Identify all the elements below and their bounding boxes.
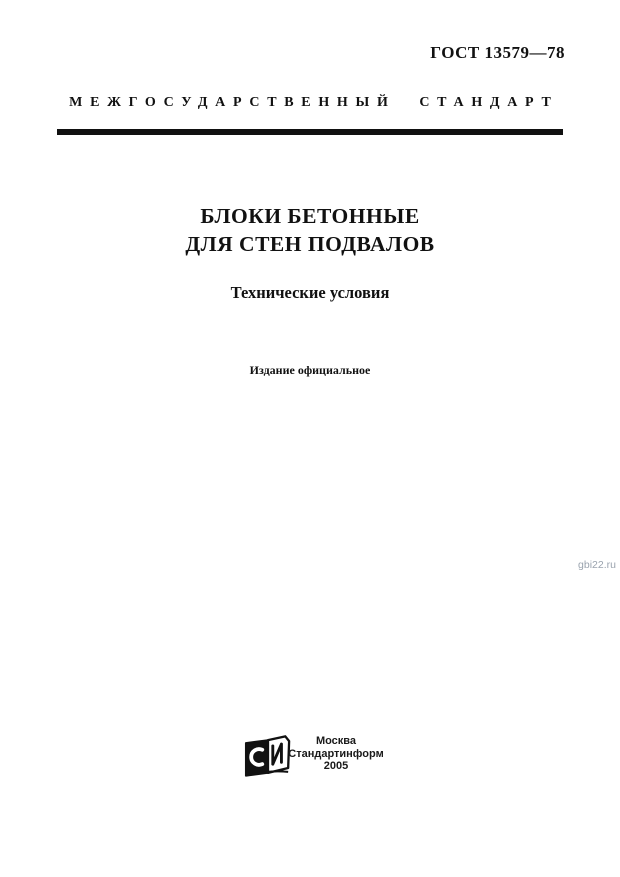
- imprint-city: Москва: [315, 735, 357, 747]
- header-rule: [57, 129, 563, 135]
- imprint-year: 2005: [323, 760, 349, 772]
- document-title-line-1: БЛОКИ БЕТОННЫЕ: [200, 204, 420, 228]
- imprint-publisher: Стандартинформ: [288, 747, 384, 760]
- imprint-text: [276, 735, 396, 773]
- standard-number: ГОСТ 13579—78: [430, 43, 565, 62]
- document-subtitle: Технические условия: [230, 283, 390, 302]
- standard-type-heading: МЕЖГОСУДАРСТВЕННЫЙ СТАНДАРТ: [69, 95, 559, 110]
- document-title-line-2: ДЛЯ СТЕН ПОДВАЛОВ: [185, 232, 435, 256]
- document-title: [0, 202, 620, 258]
- edition-note: Издание официальное: [249, 363, 371, 377]
- imprint-block: [0, 731, 620, 791]
- site-watermark: gbi22.ru: [578, 559, 616, 571]
